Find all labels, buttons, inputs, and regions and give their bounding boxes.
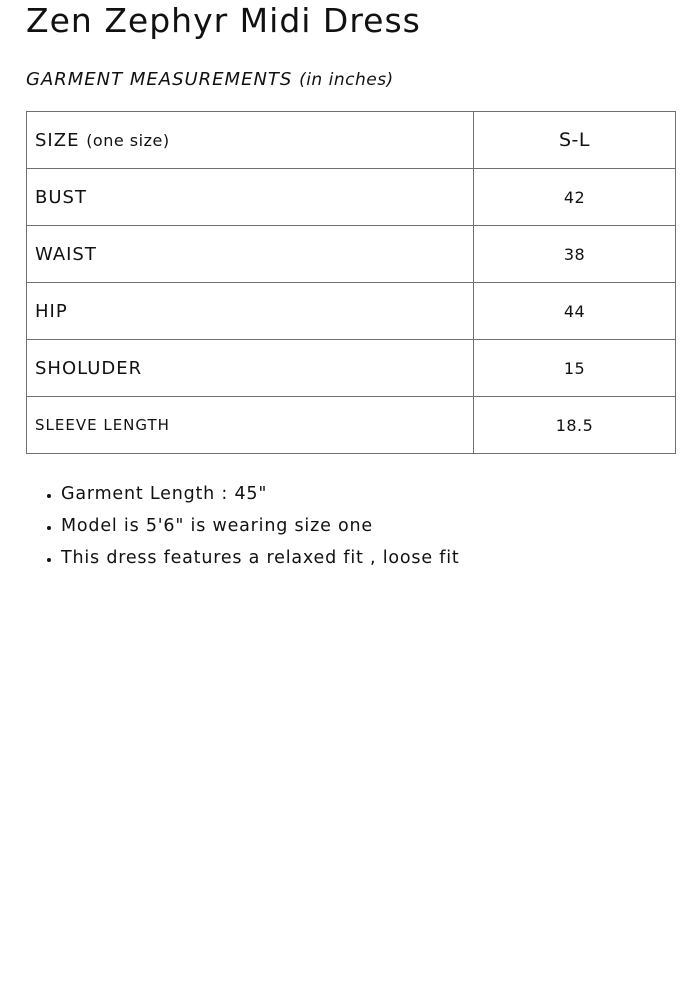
table-row — [27, 169, 676, 226]
product-title: Zen Zephyr Midi Dress — [26, 1, 421, 40]
size-guide — [26, 0, 676, 574]
row-label-waist: WAIST — [27, 226, 474, 283]
row-label-sleeve-length: SLEEVE LENGTH — [27, 397, 474, 454]
measurements-heading — [26, 68, 676, 92]
row-value-sleeve-length: 18.5 — [474, 397, 676, 454]
measurements-heading-text: GARMENT MEASUREMENTS — [26, 69, 293, 90]
row-value-bust: 42 — [474, 169, 676, 226]
table-row — [27, 226, 676, 283]
table-row — [27, 283, 676, 340]
list-item: • This dress features a relaxed fit , loose fit — [61, 542, 676, 574]
list-item: • Model is 5'6" is wearing size one — [61, 510, 676, 542]
list-item: • Garment Length : 45" — [61, 478, 676, 510]
row-value-hip: 44 — [474, 283, 676, 340]
row-label-bust: BUST — [27, 169, 474, 226]
measurements-table — [26, 111, 676, 454]
table-row — [27, 397, 676, 454]
table-header-row — [27, 112, 676, 169]
size-label-cell — [27, 112, 474, 169]
size-label-note: (one size) — [86, 130, 170, 150]
row-label-shoulder: SHOLUDER — [27, 340, 474, 397]
size-value-cell: S-L — [474, 112, 676, 169]
row-value-waist: 38 — [474, 226, 676, 283]
row-label-hip: HIP — [27, 283, 474, 340]
size-label: SIZE — [35, 129, 80, 151]
measurements-unit: (in inches) — [299, 70, 394, 90]
table-row — [27, 340, 676, 397]
row-value-shoulder: 15 — [474, 340, 676, 397]
notes-list — [26, 478, 676, 574]
